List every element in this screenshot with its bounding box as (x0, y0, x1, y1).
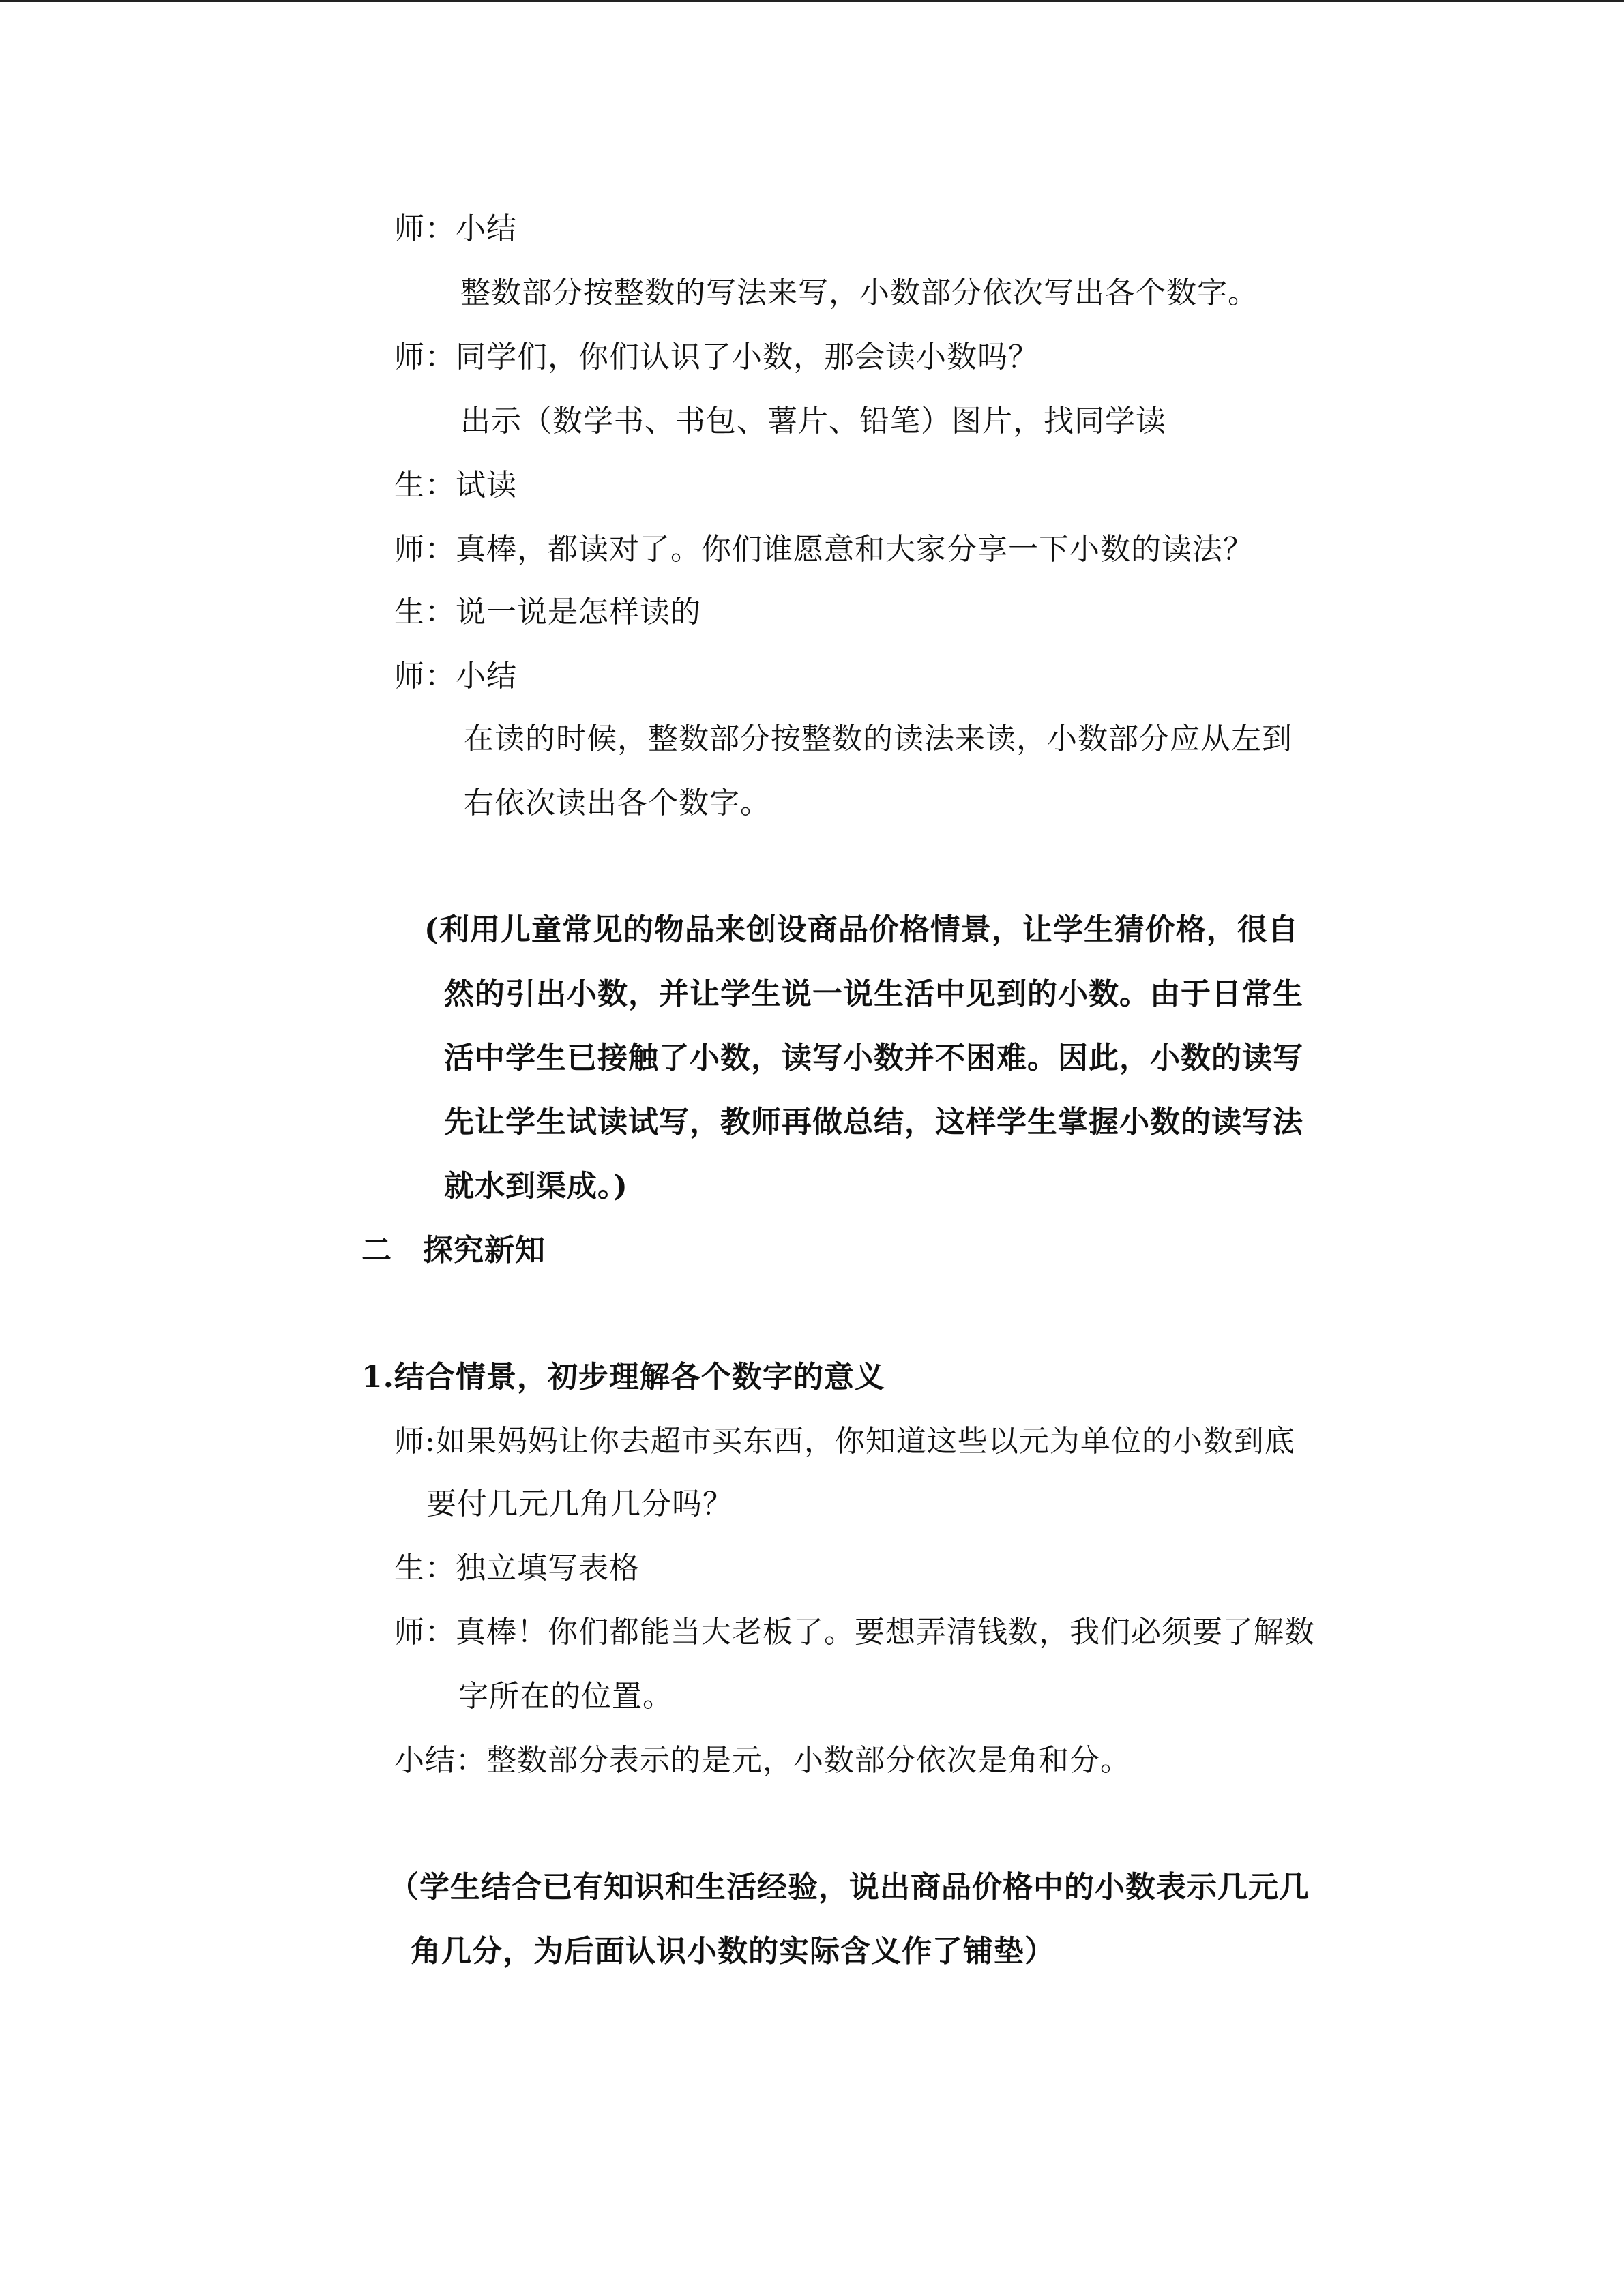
dialogue-student-try-read: 生：试读 (394, 468, 517, 503)
instruction-show-pictures: 出示（数学书、书包、薯片、铅笔）图片，找同学读 (460, 404, 1166, 438)
design-note-1-line1: (利用儿童常见的物品来创设商品价格情景，让学生猜价格，很自 (424, 912, 1299, 947)
dialogue-teacher-shopping-line1: 师:如果妈妈让你去超市买东西，你知道这些以元为单位的小数到底 (394, 1424, 1295, 1459)
dialogue-teacher-summary-1: 师：小结 (394, 211, 517, 246)
dialogue-student-fill-table: 生：独立填写表格 (394, 1551, 640, 1585)
dialogue-student-explain: 生：说一说是怎样读的 (394, 595, 701, 629)
page-top-rule (0, 0, 1624, 2)
dialogue-teacher-summary-2: 师：小结 (394, 659, 517, 694)
dialogue-teacher-shopping-line2: 要付几元几角几分吗？ (426, 1487, 733, 1521)
section-heading-explore: 二 探究新知 (361, 1233, 546, 1268)
design-note-1-line5: 就水到渠成。) (444, 1169, 628, 1204)
dialogue-teacher-read-question: 师：同学们，你们认识了小数，那会读小数吗？ (394, 340, 1039, 374)
design-note-2-line1: （学生结合已有知识和生活经验，说出商品价格中的小数表示几元几 (389, 1870, 1310, 1905)
design-note-1-line2: 然的引出小数，并让学生说一说生活中见到的小数。由于日常生 (444, 976, 1303, 1011)
summary-reading-rule-line1: 在读的时候，整数部分按整数的读法来读，小数部分应从左到 (464, 721, 1293, 756)
design-note-2-line2: 角几分，为后面认识小数的实际含义作了铺垫） (411, 1934, 1055, 1969)
summary-reading-rule-line2: 右依次读出各个数字。 (464, 786, 771, 820)
summary-writing-rule: 整数部分按整数的写法来写，小数部分依次写出各个数字。 (460, 275, 1258, 310)
design-note-1-line4: 先让学生试读试写，教师再做总结，这样学生掌握小数的读写法 (444, 1105, 1303, 1139)
subsection-heading-1: 1.结合情景，初步理解各个数字的意义 (361, 1360, 885, 1395)
summary-yuan-jiao-fen: 小结：整数部分表示的是元，小数部分依次是角和分。 (394, 1743, 1131, 1778)
dialogue-teacher-boss-line1: 师：真棒！你们都能当大老板了。要想弄清钱数，我们必须要了解数 (394, 1615, 1315, 1650)
dialogue-teacher-boss-line2: 字所在的位置。 (458, 1679, 673, 1714)
design-note-1-line3: 活中学生已接触了小数，读写小数并不困难。因此，小数的读写 (444, 1041, 1303, 1075)
dialogue-teacher-praise-read: 师：真棒，都读对了。你们谁愿意和大家分享一下小数的读法？ (394, 532, 1254, 567)
